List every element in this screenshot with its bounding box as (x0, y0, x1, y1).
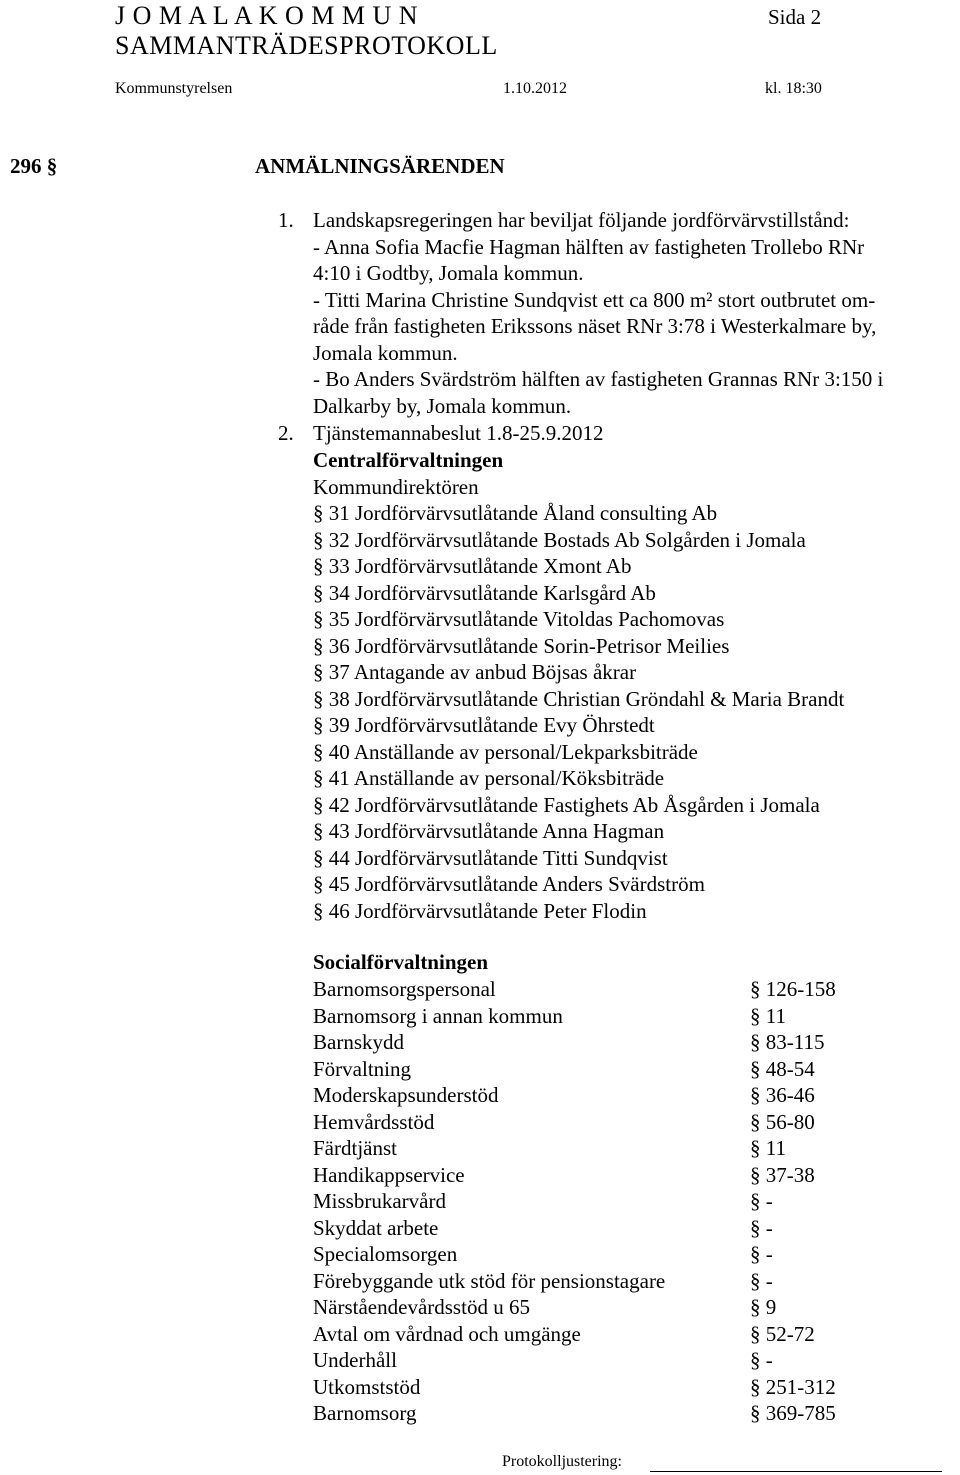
item1-line: - Titti Marina Christine Sundqvist ett ca 800 m² stort outbrutet om- (313, 287, 876, 312)
item-number: 2. (278, 421, 294, 445)
social-row-label: Specialomsorgen (313, 1242, 458, 1266)
item-number: 1. (278, 208, 294, 232)
social-row-value: § - (750, 1348, 773, 1372)
social-row-label: Utkomststöd (313, 1374, 421, 1399)
page-number: Sida 2 (768, 5, 822, 29)
decision-item: § 46 Jordförvärvsutlåtande Peter Flodin (313, 898, 647, 923)
meeting-body: Kommunstyrelsen (115, 80, 233, 97)
social-row-value: § - (750, 1268, 773, 1293)
social-row-label: Skyddat arbete (313, 1215, 439, 1240)
social-heading: Socialförvaltningen (313, 950, 489, 974)
decision-item: § 38 Jordförvärvsutlåtande Christian Gröndahl & Maria Brandt (313, 686, 845, 711)
social-row-value: § 52-72 (750, 1321, 815, 1346)
decision-item: § 36 Jordförvärvsutlåtande Sorin-Petrisor Meilies (313, 633, 730, 658)
decision-item: § 45 Jordförvärvsutlåtande Anders Svärdström (313, 872, 705, 896)
social-row-value: § 83-115 (750, 1030, 825, 1054)
social-row-value: § 126-158 (750, 977, 836, 1001)
social-row-value: § - (750, 1189, 773, 1213)
social-row-value: § - (750, 1215, 773, 1240)
section-title: ANMÄLNINGSÄRENDEN (255, 154, 505, 178)
social-row-label: Hemvårdsstöd (313, 1109, 435, 1134)
social-row-label: Förvaltning (313, 1056, 411, 1081)
social-row-label: Barnomsorg i annan kommun (313, 1003, 563, 1028)
social-row-value: § 48-54 (750, 1056, 815, 1081)
social-row-value: § 369-785 (750, 1401, 836, 1425)
social-row-value: § 56-80 (750, 1109, 815, 1134)
footer-label: Protokolljustering: (502, 1453, 622, 1470)
item2-title: Tjänstemannabeslut 1.8-25.9.2012 (313, 421, 604, 445)
decision-item: § 35 Jordförvärvsutlåtande Vitoldas Pachomovas (313, 607, 725, 631)
document-type: SAMMANTRÄDESPROTOKOLL (115, 31, 498, 60)
meeting-date: 1.10.2012 (503, 80, 567, 97)
meeting-time: kl. 18:30 (765, 80, 822, 97)
social-row-value: § 11 (750, 1003, 786, 1028)
item1-line: - Anna Sofia Macfie Hagman hälften av fastigheten Trollebo RNr (313, 234, 865, 259)
item1-line: 4:10 i Godtby, Jomala kommun. (313, 261, 584, 285)
decision-item: § 42 Jordförvärvsutlåtande Fastighets Ab Åsgården i Jomala (313, 792, 820, 817)
social-row-label: Barnomsorgspersonal (313, 977, 496, 1001)
social-row-label: Närståendevårdsstöd u 65 (313, 1295, 530, 1319)
decision-item: § 41 Anställande av personal/Köksbiträde (313, 766, 665, 790)
social-row-label: Förebyggande utk stöd för pensionstagare (313, 1268, 666, 1293)
social-row-label: Missbrukarvård (313, 1189, 446, 1213)
social-row-label: Underhåll (313, 1348, 397, 1372)
item1-line: Landskapsregeringen har beviljat följande jordförvärvstillstånd: (313, 208, 850, 232)
decision-item: § 33 Jordförvärvsutlåtande Xmont Ab (313, 554, 632, 578)
social-row-label: Moderskapsunderstöd (313, 1083, 499, 1107)
social-row-value: § - (750, 1242, 773, 1266)
social-row-label: Avtal om vårdnad och umgänge (313, 1321, 581, 1346)
social-row-value: § 251-312 (750, 1374, 836, 1399)
social-row-label: Handikappservice (313, 1162, 465, 1187)
decision-item: § 44 Jordförvärvsutlåtande Titti Sundqvist (313, 845, 668, 870)
decision-item: § 43 Jordförvärvsutlåtande Anna Hagman (313, 819, 665, 843)
social-row-value: § 9 (750, 1295, 777, 1319)
decision-item: § 39 Jordförvärvsutlåtande Evy Öhrstedt (313, 713, 655, 737)
social-row-value: § 11 (750, 1136, 786, 1160)
item1-line: Jomala kommun. (313, 340, 458, 365)
decision-item: § 37 Antagande av anbud Böjsas åkrar (313, 660, 637, 684)
social-row-value: § 36-46 (750, 1083, 815, 1107)
signature-line (650, 1471, 942, 1472)
municipality-name: J O M A L A K O M M U N (115, 1, 419, 30)
social-row-label: Barnskydd (313, 1030, 404, 1054)
social-row-value: § 37-38 (750, 1162, 815, 1187)
item1-line: råde från fastigheten Erikssons näset RNr 3:78 i Westerkalmare by, (313, 314, 877, 338)
social-row-label: Barnomsorg (313, 1401, 417, 1425)
decision-item: § 40 Anställande av personal/Lekparksbiträde (313, 739, 698, 764)
decision-item: § 34 Jordförvärvsutlåtande Karlsgård Ab (313, 580, 656, 605)
decision-item: § 31 Jordförvärvsutlåtande Åland consulting Ab (313, 501, 718, 525)
department-heading: Centralförvaltningen (313, 448, 504, 472)
social-row-label: Färdtjänst (313, 1136, 397, 1160)
item1-line: Dalkarby by, Jomala kommun. (313, 393, 572, 418)
section-number: 296 § (10, 154, 58, 178)
subdepartment-heading: Kommundirektören (313, 475, 479, 499)
decision-item: § 32 Jordförvärvsutlåtande Bostads Ab Solgården i Jomala (313, 527, 806, 552)
item1-line: - Bo Anders Svärdström hälften av fastigheten Grannas RNr 3:150 i (313, 367, 884, 391)
